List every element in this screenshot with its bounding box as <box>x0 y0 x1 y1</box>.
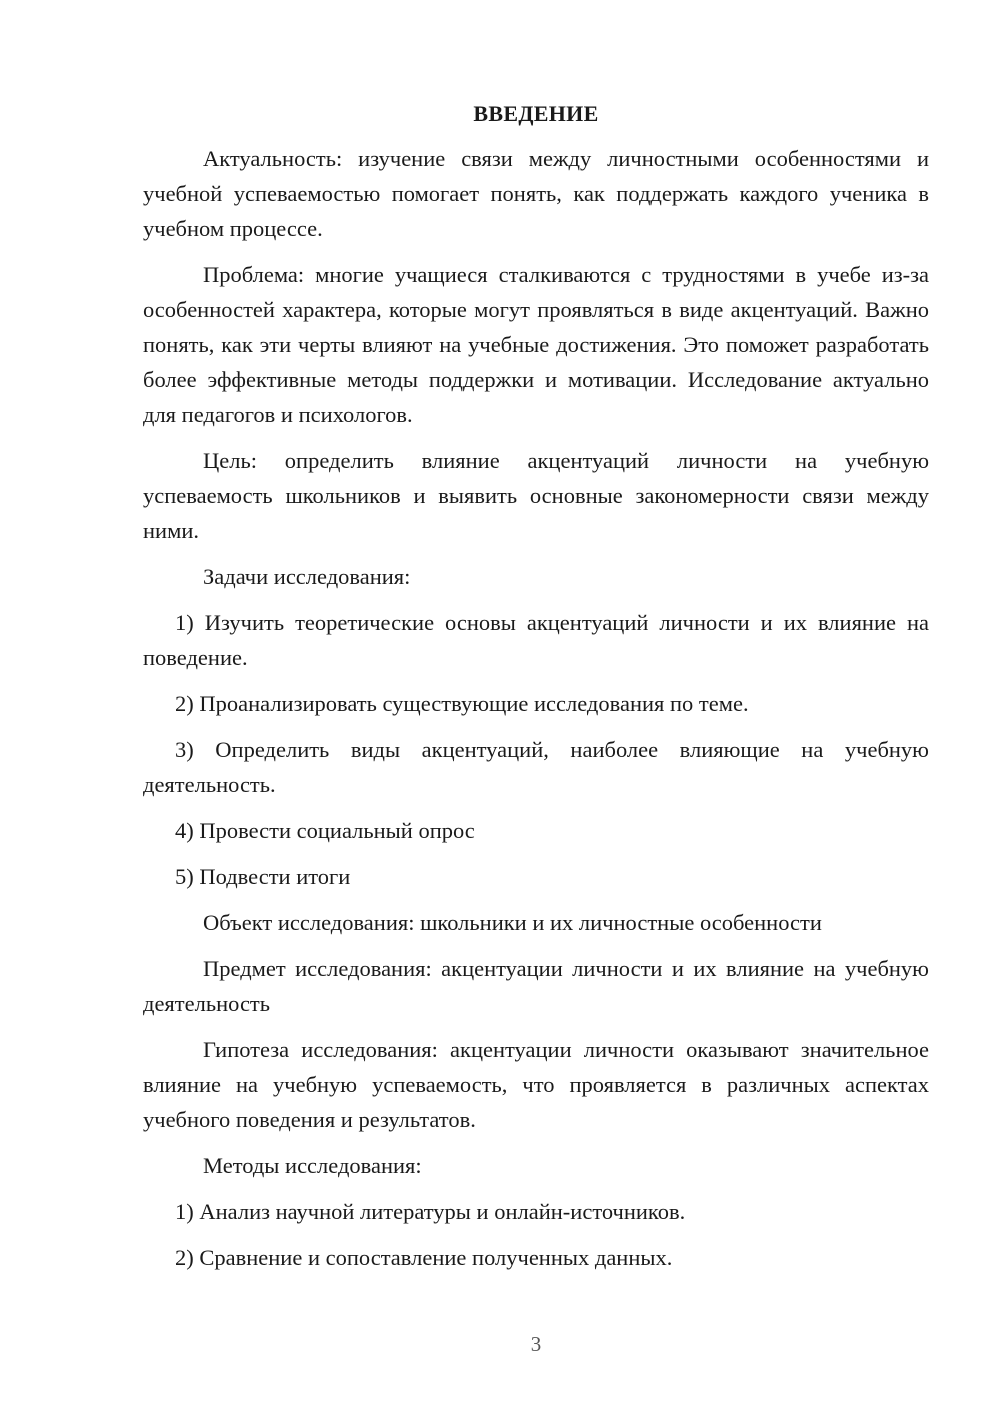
tasks-heading: Задачи исследования: <box>203 564 411 589</box>
relevance-paragraph: Актуальность: изучение связи между личностными особенностями и учебной успеваемостью помогает понять, как поддержать каждого ученика в учебном процессе. <box>143 146 929 241</box>
methods-heading: Методы исследования: <box>203 1153 422 1178</box>
method-item: 2) Сравнение и сопоставление полученных данных. <box>175 1245 673 1270</box>
hypothesis-paragraph: Гипотеза исследования: акцентуации личности оказывают значительное влияние на учебную успеваемость, что проявляется в различных аспектах учебного поведения и результатов. <box>143 1037 929 1132</box>
problem-paragraph: Проблема: многие учащиеся сталкиваются с трудностями в учебе из-за особенностей характера, которые могут проявляться в виде акцентуаций. Важно понять, как эти черты влияют на учебные достижения. Это поможет разработать более эффективные методы поддержки и мотивации. Исследование актуально для педагогов и психологов. <box>143 262 929 427</box>
task-item: 2) Проанализировать существующие исследования по теме. <box>175 691 749 716</box>
subject-paragraph: Предмет исследования: акцентуации личности и их влияние на учебную деятельность <box>143 956 929 1016</box>
task-item: 3) Определить виды акцентуаций, наиболее влияющие на учебную деятельность. <box>143 737 929 797</box>
task-item: 1) Изучить теоретические основы акцентуаций личности и их влияние на поведение. <box>143 610 929 670</box>
task-item: 5) Подвести итоги <box>175 864 351 889</box>
page-number: 3 <box>530 1332 542 1356</box>
document-page <box>143 96 929 1286</box>
task-item: 4) Провести социальный опрос <box>175 818 475 843</box>
section-title: ВВЕДЕНИЕ <box>473 101 599 126</box>
goal-paragraph: Цель: определить влияние акцентуаций личности на учебную успеваемость школьников и выявить основные закономерности связи между ними. <box>143 448 929 543</box>
object-paragraph: Объект исследования: школьники и их личностные особенности <box>203 910 822 935</box>
method-item: 1) Анализ научной литературы и онлайн-источников. <box>175 1199 686 1224</box>
